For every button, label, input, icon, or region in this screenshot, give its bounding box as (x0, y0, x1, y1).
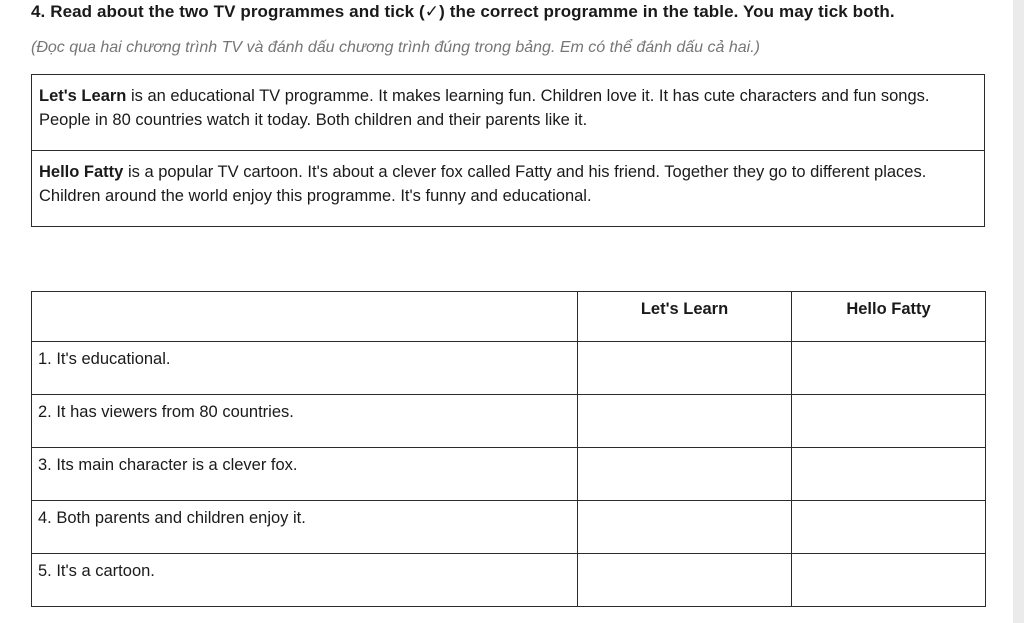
passage-lets-learn (32, 75, 985, 151)
tick-cell-lets-learn-3[interactable] (578, 448, 792, 501)
tick-cell-hello-fatty-3[interactable] (792, 448, 986, 501)
tick-cell-hello-fatty-1[interactable] (792, 342, 986, 395)
exercise-title: 4. Read about the two TV programmes and tick (✓) the correct programme in the table. You may tick both. (31, 2, 895, 21)
header-lets-learn: Let's Learn (578, 292, 792, 342)
answer-table (31, 291, 986, 607)
passage-title: Let's Learn (39, 87, 127, 105)
table-row (32, 554, 986, 607)
tick-cell-lets-learn-5[interactable] (578, 554, 792, 607)
passage-text: is an educational TV programme. It makes learning fun. Children love it. It has cute characters and fun songs. People in 80 countries watch it today. Both children and their parents like it. (39, 87, 930, 129)
header-hello-fatty: Hello Fatty (792, 292, 986, 342)
answer-table-header (32, 292, 986, 342)
table-row (32, 342, 986, 395)
statement-5: 5. It's a cartoon. (32, 554, 578, 607)
tick-cell-lets-learn-1[interactable] (578, 342, 792, 395)
tick-cell-hello-fatty-2[interactable] (792, 395, 986, 448)
passage-text: is a popular TV cartoon. It's about a clever fox called Fatty and his friend. Together they go to different places. Children around the world enjoy this programme. It's funny and educational. (39, 163, 927, 205)
passage-title: Hello Fatty (39, 163, 124, 181)
passage-hello-fatty (32, 151, 985, 227)
tick-cell-lets-learn-4[interactable] (578, 501, 792, 554)
exercise-subtitle: (Đọc qua hai chương trình TV và đánh dấu chương trình đúng trong bảng. Em có thể đánh dấu cả hai.) (31, 39, 760, 56)
statement-1: 1. It's educational. (32, 342, 578, 395)
table-row (32, 448, 986, 501)
table-row (32, 395, 986, 448)
tick-cell-hello-fatty-5[interactable] (792, 554, 986, 607)
passage-row-lets-learn (32, 75, 985, 151)
tick-cell-lets-learn-2[interactable] (578, 395, 792, 448)
statement-2: 2. It has viewers from 80 countries. (32, 395, 578, 448)
scrollbar-track[interactable] (1013, 0, 1024, 623)
statement-4: 4. Both parents and children enjoy it. (32, 501, 578, 554)
statement-3: 3. Its main character is a clever fox. (32, 448, 578, 501)
tick-cell-hello-fatty-4[interactable] (792, 501, 986, 554)
passages-table (31, 74, 985, 227)
table-row (32, 501, 986, 554)
passage-row-hello-fatty (32, 151, 985, 227)
header-blank (32, 292, 578, 342)
